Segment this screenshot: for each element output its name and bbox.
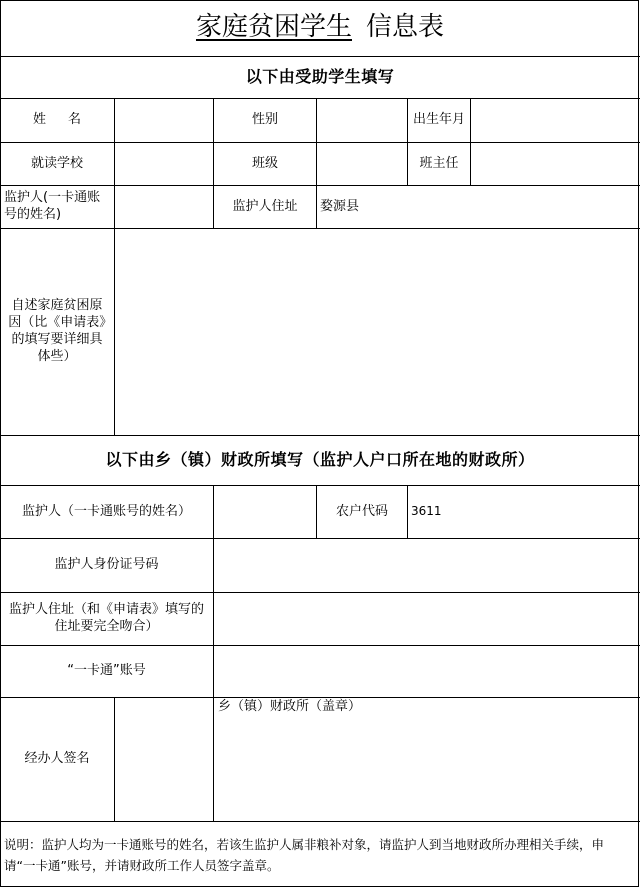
class-label: 班级 — [251, 155, 278, 171]
school-field[interactable] — [115, 143, 213, 185]
household-code-label: 农户代码 — [335, 503, 388, 519]
stamp-label: 乡（镇）财政所（盖章） — [218, 699, 362, 714]
id-number-label: 监护人身份证号码 — [54, 557, 159, 573]
reason-field[interactable] — [115, 229, 639, 435]
guardian-label: 监护人(一卡通账号的姓名) — [4, 190, 101, 222]
id-number-field[interactable] — [214, 539, 639, 592]
student-section-heading: 以下由受助学生填写 — [245, 67, 395, 87]
finance-guardian-label: 监护人（一卡通账号的姓名） — [21, 503, 191, 519]
finance-section-heading: 以下由乡（镇）财政所填写（监护人户口所在地的财政所） — [105, 450, 535, 470]
reason-label: 自述家庭贫困原因（比《申请表》的填写要详细具体些） — [8, 298, 106, 364]
title-underlined: 家庭贫困学生 — [195, 12, 352, 43]
guardian-field[interactable] — [115, 186, 213, 228]
handler-signature-label: 经办人签名 — [24, 751, 90, 767]
account-field[interactable] — [214, 646, 639, 697]
birth-label: 出生年月 — [412, 112, 465, 128]
account-label: “一卡通”账号 — [67, 663, 146, 679]
school-label: 就读学校 — [30, 155, 83, 171]
stamp-area[interactable] — [214, 698, 639, 821]
finance-address-field[interactable] — [214, 593, 639, 645]
title-suffix: 信息表 — [366, 12, 445, 43]
divider — [0, 821, 640, 822]
teacher-field[interactable] — [471, 143, 639, 185]
finance-guardian-field[interactable] — [214, 486, 316, 538]
guardian-address-label: 监护人住址 — [232, 198, 298, 214]
guardian-address-field[interactable]: 婺源县 — [320, 198, 360, 214]
name-field[interactable] — [115, 99, 213, 142]
handler-signature-field[interactable] — [115, 698, 213, 821]
name-label: 姓名 — [32, 112, 103, 128]
gender-field[interactable] — [317, 99, 407, 142]
finance-address-label: 监护人住址（和《申请表》填写的住址要完全吻合） — [8, 602, 204, 634]
class-field[interactable] — [317, 143, 407, 185]
footnote: 说明：监护人均为一卡通账号的姓名，若该生监护人属非粮补对象，请监护人到当地财政所办理相关手续，申请“一卡通”账号，并请财政所工作人员签字盖章。 — [4, 837, 605, 873]
household-code-field[interactable]: 3611 — [411, 504, 442, 519]
page-title — [0, 0, 640, 56]
birth-field[interactable] — [471, 99, 639, 142]
gender-label: 性别 — [251, 112, 278, 128]
teacher-label: 班主任 — [419, 155, 459, 171]
